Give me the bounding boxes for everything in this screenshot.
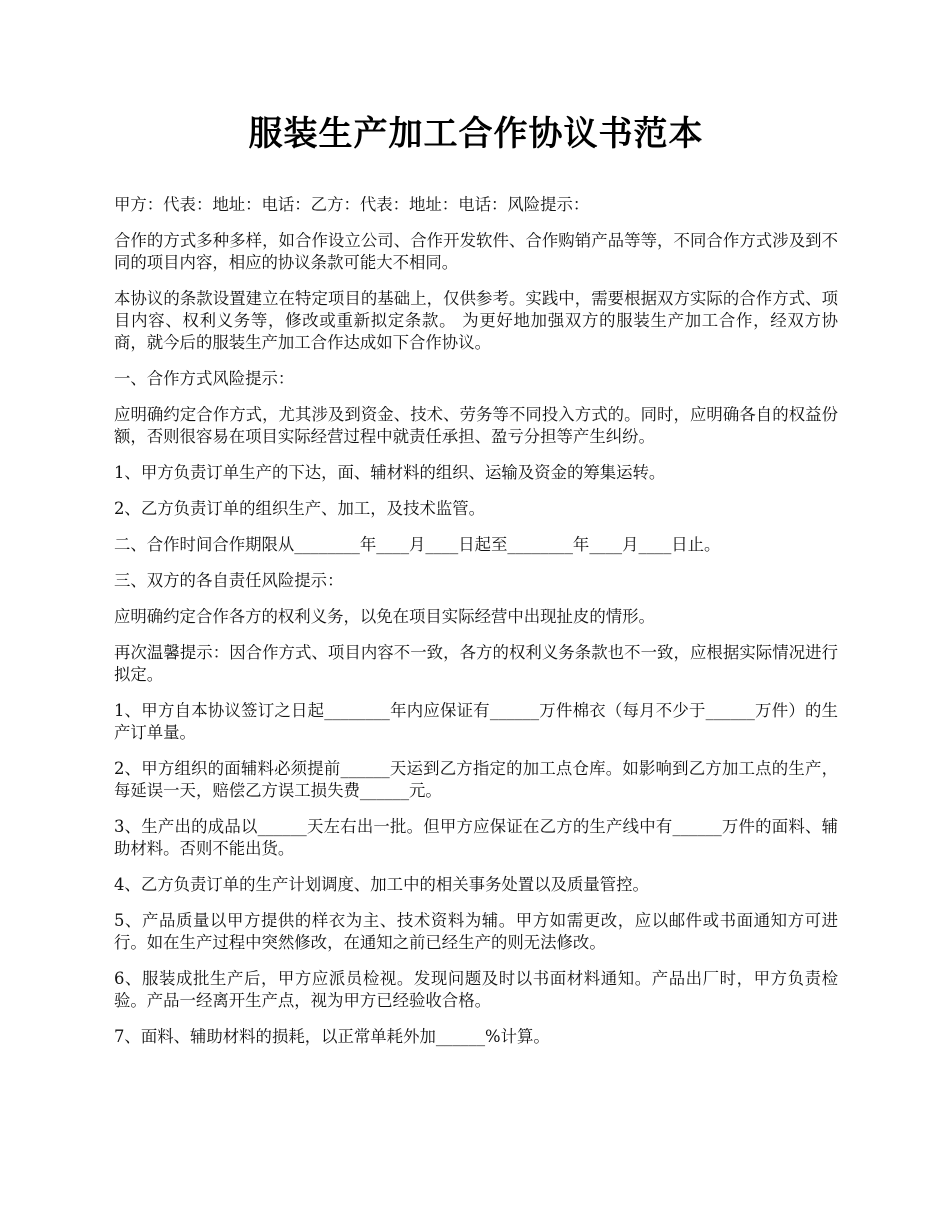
paragraph-cooperation-method-note: 应明确约定合作方式，尤其涉及到资金、技术、劳务等不同投入方式的。同时，应明确各自的权益份额，否则很容易在项目实际经营过程中就责任承担、盈亏分担等产生纠纷。 bbox=[114, 405, 838, 446]
clause-party-b-production: 2、乙方负责订单的组织生产、加工，及技术监管。 bbox=[114, 499, 486, 518]
paragraph-rights-obligations: 应明确约定合作各方的权利义务，以免在项目实际经营中出现扯皮的情形。 bbox=[114, 607, 655, 626]
clause-2-materials-delivery: 2、甲方组织的面辅料必须提前______天运到乙方指定的加工点仓库。如影响到乙方加工点的生产，每延误一天，赔偿乙方误工损失费______元。 bbox=[114, 759, 838, 800]
paragraph-reminder: 再次温馨提示：因合作方式、项目内容不一致，各方的权利义务条款也不一致，应根据实际情况进行拟定。 bbox=[114, 643, 838, 684]
section-heading-responsibilities: 三、双方的各自责任风险提示： bbox=[114, 571, 344, 590]
clause-1-order-volume: 1、甲方自本协议签订之日起________年内应保证有______万件棉衣（每月不少于______万件）的生产订单量。 bbox=[114, 701, 838, 742]
clause-party-a-orders: 1、甲方负责订单生产的下达，面、辅材料的组织、运输及资金的筹集运转。 bbox=[114, 463, 666, 482]
paragraph-cooperation-forms: 合作的方式多种多样，如合作设立公司、合作开发软件、合作购销产品等等，不同合作方式涉及到不同的项目内容，相应的协议条款可能大不相同。 bbox=[114, 231, 838, 272]
document-title: 服装生产加工合作协议书范本 bbox=[248, 114, 704, 154]
section-cooperation-period: 二、合作时间合作期限从________年____月____日起至________年____月____日止。 bbox=[114, 535, 721, 554]
clause-7-material-loss: 7、面料、辅助材料的损耗，以正常单耗外加______%计算。 bbox=[114, 1027, 550, 1046]
paragraph-clause-basis: 本协议的条款设置建立在特定项目的基础上，仅供参考。实践中，需要根据双方实际的合作方式、项目内容、权利义务等，修改或重新拟定条款。 为更好地加强双方的服装生产加工合作，经双方协商，就今后的服装生产加工合作达成如下合作协议。 bbox=[114, 289, 838, 352]
party-info-line: 甲方：代表：地址：电话：乙方：代表：地址：电话：风险提示： bbox=[114, 195, 590, 214]
clause-6-inspection: 6、服装成批生产后，甲方应派员检视。发现问题及时以书面材料通知。产品出厂时，甲方负责检验。产品一经离开生产点，视为甲方已经验收合格。 bbox=[114, 969, 838, 1010]
clause-4-planning-quality: 4、乙方负责订单的生产计划调度、加工中的相关事务处置以及质量管控。 bbox=[114, 875, 649, 894]
section-heading-cooperation-method: 一、合作方式风险提示： bbox=[114, 369, 295, 388]
clause-3-batch-output: 3、生产出的成品以______天左右出一批。但甲方应保证在乙方的生产线中有______万件的面料、辅助材料。否则不能出货。 bbox=[114, 817, 838, 858]
clause-5-product-quality: 5、产品质量以甲方提供的样衣为主、技术资料为辅。甲方如需更改，应以邮件或书面通知方可进行。如在生产过程中突然修改，在通知之前已经生产的则无法修改。 bbox=[114, 911, 838, 952]
